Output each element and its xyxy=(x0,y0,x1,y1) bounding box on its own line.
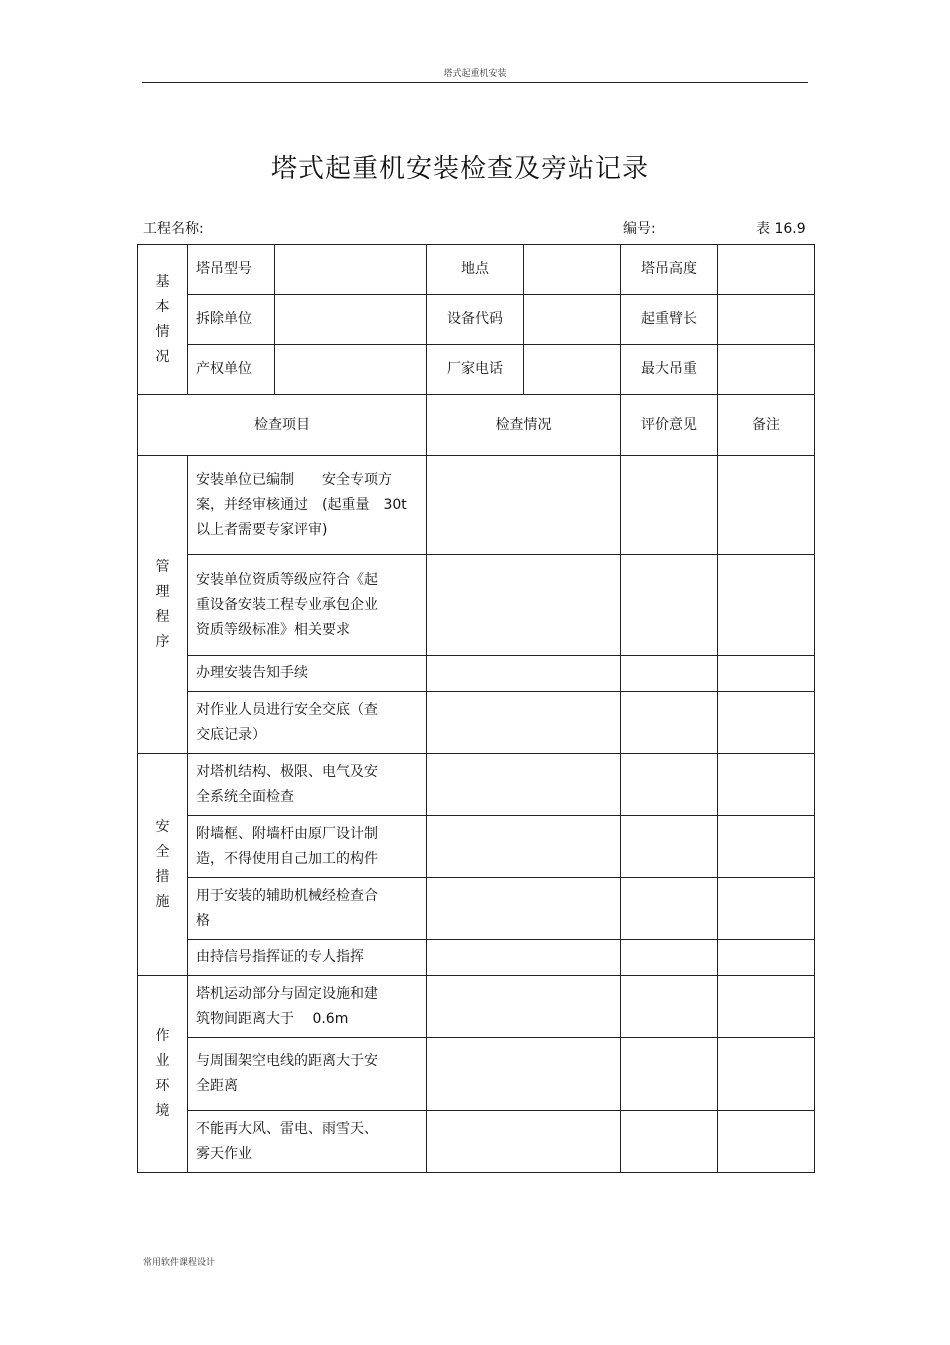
opinion-cell[interactable] xyxy=(621,754,718,816)
remark-cell[interactable] xyxy=(718,692,815,754)
group-label-safety: 安 全 措 施 xyxy=(138,754,188,976)
status-cell[interactable] xyxy=(427,754,621,816)
field-label: 地点 xyxy=(427,245,524,295)
check-item: 对作业人员进行安全交底（查 交底记录） xyxy=(188,692,427,754)
opinion-cell[interactable] xyxy=(621,656,718,692)
group-label-management: 管 理 程 序 xyxy=(138,456,188,754)
status-cell[interactable] xyxy=(427,1038,621,1111)
check-item: 不能再大风、雷电、雨雪天、 雾天作业 xyxy=(188,1111,427,1173)
table-row xyxy=(138,692,815,754)
check-item: 用于安装的辅助机械经检查合 格 xyxy=(188,878,427,940)
table-row xyxy=(138,940,815,976)
status-cell[interactable] xyxy=(427,456,621,555)
basic-section-label: 基 本 情 况 xyxy=(138,245,188,395)
field-label: 起重臂长 xyxy=(621,295,718,345)
field-value[interactable] xyxy=(718,245,815,295)
check-item: 安装单位已编制 安全专项方 案，并经审核通过 (起重量 30t 以上者需要专家评审) xyxy=(188,456,427,555)
check-item: 由持信号指挥证的专人指挥 xyxy=(188,940,427,976)
field-value[interactable] xyxy=(718,345,815,395)
remark-cell[interactable] xyxy=(718,1111,815,1173)
remark-cell[interactable] xyxy=(718,754,815,816)
status-cell[interactable] xyxy=(427,816,621,878)
opinion-cell[interactable] xyxy=(621,940,718,976)
opinion-cell[interactable] xyxy=(621,976,718,1038)
field-value[interactable] xyxy=(524,245,621,295)
table-number: 表 16.9 xyxy=(756,221,806,237)
header-remark: 备注 xyxy=(718,395,815,456)
opinion-cell[interactable] xyxy=(621,555,718,656)
field-label: 塔吊高度 xyxy=(621,245,718,295)
group-label-environment: 作 业 环 境 xyxy=(138,976,188,1173)
remark-cell[interactable] xyxy=(718,1038,815,1111)
field-label: 塔吊型号 xyxy=(188,245,275,295)
field-value[interactable] xyxy=(275,245,427,295)
remark-cell[interactable] xyxy=(718,816,815,878)
remark-cell[interactable] xyxy=(718,656,815,692)
table-row xyxy=(138,555,815,656)
status-cell[interactable] xyxy=(427,976,621,1038)
table-row xyxy=(138,1038,815,1111)
check-item: 安装单位资质等级应符合《起 重设备安装工程专业承包企业 资质等级标准》相关要求 xyxy=(188,555,427,656)
field-label: 最大吊重 xyxy=(621,345,718,395)
remark-cell[interactable] xyxy=(718,940,815,976)
field-value[interactable] xyxy=(524,295,621,345)
check-item: 对塔机结构、极限、电气及安 全系统全面检查 xyxy=(188,754,427,816)
opinion-cell[interactable] xyxy=(621,1111,718,1173)
table-row xyxy=(138,1111,815,1173)
status-cell[interactable] xyxy=(427,656,621,692)
check-item: 与周围架空电线的距离大于安 全距离 xyxy=(188,1038,427,1111)
header-check-item: 检查项目 xyxy=(138,395,427,456)
check-item: 办理安装告知手续 xyxy=(188,656,427,692)
table-row xyxy=(138,754,815,816)
basic-row xyxy=(138,345,815,395)
opinion-cell[interactable] xyxy=(621,456,718,555)
remark-cell[interactable] xyxy=(718,878,815,940)
status-cell[interactable] xyxy=(427,692,621,754)
table-row xyxy=(138,816,815,878)
header-rule xyxy=(142,82,808,83)
check-item: 塔机运动部分与固定设施和建 筑物间距离大于 0.6m xyxy=(188,976,427,1038)
field-label: 产权单位 xyxy=(188,345,275,395)
opinion-cell[interactable] xyxy=(621,878,718,940)
field-label: 拆除单位 xyxy=(188,295,275,345)
status-cell[interactable] xyxy=(427,940,621,976)
field-label: 设备代码 xyxy=(427,295,524,345)
page-header: 塔式起重机安装 xyxy=(443,69,507,79)
inspection-form-table xyxy=(137,244,815,1173)
table-row xyxy=(138,656,815,692)
remark-cell[interactable] xyxy=(718,976,815,1038)
number-label: 编号: xyxy=(623,221,656,237)
remark-cell[interactable] xyxy=(718,456,815,555)
field-value[interactable] xyxy=(718,295,815,345)
check-item: 附墙框、附墙杆由原厂设计制 造，不得使用自己加工的构件 xyxy=(188,816,427,878)
opinion-cell[interactable] xyxy=(621,692,718,754)
opinion-cell[interactable] xyxy=(621,1038,718,1111)
page-title: 塔式起重机安装检查及旁站记录 xyxy=(270,154,649,184)
project-name-label: 工程名称: xyxy=(143,221,204,237)
header-opinion: 评价意见 xyxy=(621,395,718,456)
status-cell[interactable] xyxy=(427,555,621,656)
table-row xyxy=(138,456,815,555)
basic-row xyxy=(138,245,815,295)
column-header-row xyxy=(138,395,815,456)
field-value[interactable] xyxy=(524,345,621,395)
header-check-status: 检查情况 xyxy=(427,395,621,456)
field-value[interactable] xyxy=(275,345,427,395)
basic-row xyxy=(138,295,815,345)
status-cell[interactable] xyxy=(427,878,621,940)
remark-cell[interactable] xyxy=(718,555,815,656)
page-footer: 常用软件课程设计 xyxy=(143,1258,216,1268)
table-row xyxy=(138,878,815,940)
status-cell[interactable] xyxy=(427,1111,621,1173)
opinion-cell[interactable] xyxy=(621,816,718,878)
field-label: 厂家电话 xyxy=(427,345,524,395)
table-row xyxy=(138,976,815,1038)
field-value[interactable] xyxy=(275,295,427,345)
